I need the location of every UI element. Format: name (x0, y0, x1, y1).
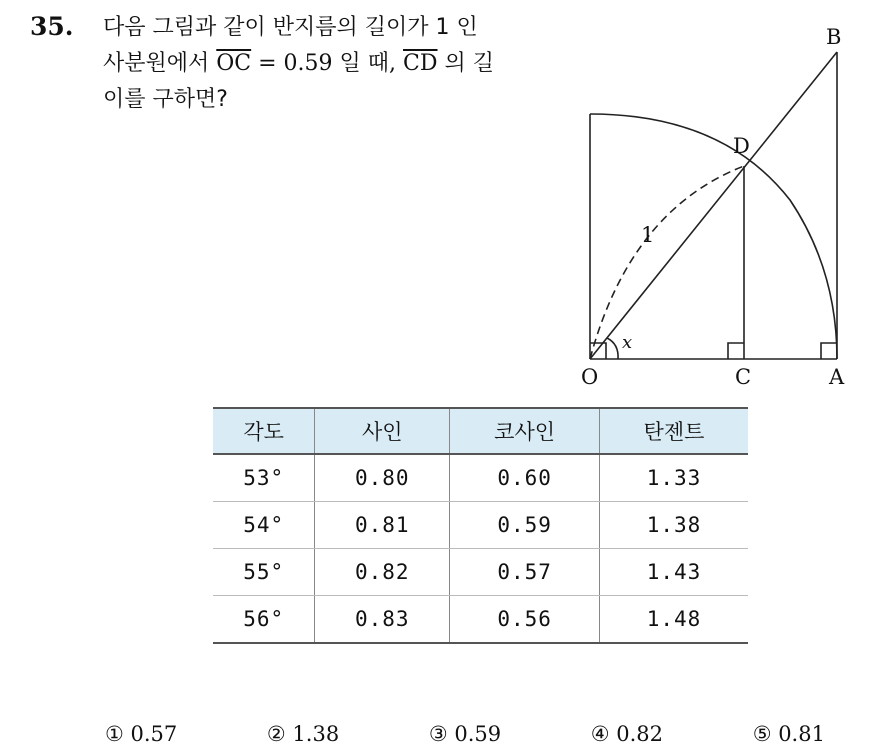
right-angle-mark-c (728, 343, 744, 359)
cell-sine: 0.81 (315, 502, 450, 549)
question-line-2-post: 의 길 (437, 51, 495, 76)
quarter-arc (590, 114, 837, 359)
label-c: C (735, 365, 752, 389)
table-header-row (213, 408, 748, 454)
cell-cosine: 0.59 (450, 502, 600, 549)
table-row (213, 596, 748, 644)
choice-3[interactable]: ③ 0.59 (428, 722, 502, 746)
question-line-1: 다음 그림과 같이 반지름의 길이가 1 인 (103, 15, 478, 40)
choice-5[interactable]: ⑤ 0.81 (752, 722, 825, 746)
header-angle: 각도 (213, 408, 315, 454)
trig-table (213, 407, 748, 644)
cell-sine: 0.83 (315, 596, 450, 644)
question-line-2 (103, 46, 553, 82)
quarter-circle-figure (570, 20, 860, 395)
label-angle-x: x (622, 332, 633, 353)
angle-arc-x (607, 338, 618, 359)
segment-oc: $\overline{OC}$ (216, 51, 252, 76)
cell-angle: 56° (213, 596, 315, 644)
cell-angle: 55° (213, 549, 315, 596)
question-text (103, 10, 553, 118)
label-a: A (829, 365, 845, 389)
question-line-3: 이를 구하면? (103, 87, 228, 112)
cell-angle: 54° (213, 502, 315, 549)
question-line-2-mid: = 0.59 일 때, (251, 51, 404, 76)
cell-tangent: 1.48 (599, 596, 748, 644)
cell-tangent: 1.38 (599, 502, 748, 549)
choice-4[interactable]: ④ 0.82 (590, 722, 664, 746)
label-b: B (826, 25, 842, 49)
cell-tangent: 1.33 (599, 454, 748, 502)
choice-1[interactable]: ① 0.57 (105, 722, 178, 746)
choice-2[interactable]: ② 1.38 (266, 722, 340, 746)
label-radius: 1 (641, 223, 655, 247)
label-o: O (581, 365, 599, 389)
question-number: 35. (30, 12, 74, 41)
table-row (213, 549, 748, 596)
cell-angle: 53° (213, 454, 315, 502)
cell-sine: 0.80 (315, 454, 450, 502)
right-angle-mark-a (821, 343, 837, 359)
answer-choices (105, 722, 825, 746)
cell-sine: 0.82 (315, 549, 450, 596)
cell-cosine: 0.60 (450, 454, 600, 502)
table-row (213, 454, 748, 502)
table-row (213, 502, 748, 549)
segment-cd: $\overline{CD}$ (403, 51, 438, 76)
header-tangent: 탄젠트 (599, 408, 748, 454)
line-ob (590, 52, 837, 359)
cell-cosine: 0.57 (450, 549, 600, 596)
cell-cosine: 0.56 (450, 596, 600, 644)
cell-tangent: 1.43 (599, 549, 748, 596)
header-cosine: 코사인 (450, 408, 600, 454)
label-d: D (733, 134, 750, 158)
header-sine: 사인 (315, 408, 450, 454)
question-line-2-pre: 사분원에서 (103, 51, 217, 76)
